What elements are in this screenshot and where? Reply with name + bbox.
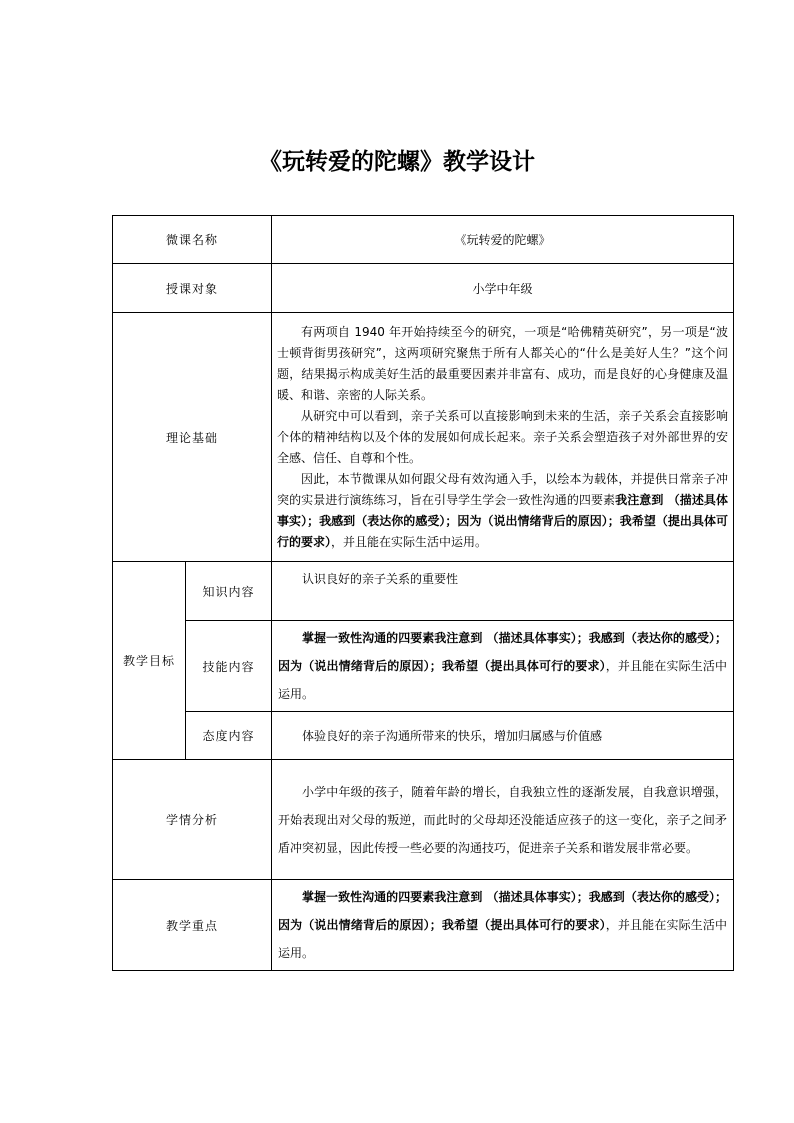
- lesson-design-table: [112, 215, 734, 971]
- theory-p3-tail: ，并且能在实际生活中运用。: [331, 534, 488, 549]
- knowledge-text: 认识良好的亲子关系的重要性: [302, 572, 459, 586]
- focus-bold: 掌握一致性沟通的四要素我注意到 （描述具体事实）；我感到（表达你的感受）；因为（说出情绪背后的原因）；我希望（提出具体可行的要求）: [278, 890, 728, 932]
- analysis-text: 小学中年级的孩子，随着年龄的增长，自我独立性的逐渐发展，自我意识增强，开始表现出对父母的叛逆，而此时的父母却还没能适应孩子的这一变化，亲子之间矛盾冲突初显，因此传授一些必要的沟通技巧，促进亲子关系和谐发展非常必要。: [278, 784, 728, 855]
- skill-text: [278, 624, 727, 708]
- table-row-analysis: [113, 760, 734, 880]
- theory-paragraph-2: 从研究中可以看到，亲子关系可以直接影响到未来的生活，亲子关系会直接影响个体的精神结构以及个体的发展如何成长起来。亲子关系会塑造孩子对外部世界的安全感、信任、自尊和个性。: [277, 408, 729, 465]
- table-row-course-name: [113, 216, 734, 264]
- attitude-content: [272, 712, 734, 760]
- theory-label: 理论基础: [113, 313, 272, 562]
- table-row-focus: [113, 880, 734, 971]
- attitude-label: 态度内容: [186, 712, 272, 760]
- knowledge-content: [272, 562, 734, 621]
- table-row-audience: [113, 264, 734, 313]
- focus-tail: ，并且能在实际生活中运用。: [278, 918, 727, 960]
- skill-content: [272, 621, 734, 712]
- knowledge-label: 知识内容: [186, 562, 272, 621]
- analysis-content: [272, 760, 734, 880]
- theory-p3-bold: 我注意到 （描述具体事实）；我感到（表达你的感受）；因为（说出情绪背后的原因）；我希望（提出具体可行的要求）: [277, 492, 729, 549]
- skill-bold: 掌握一致性沟通的四要素我注意到 （描述具体事实）；我感到（表达你的感受）；因为（说出情绪背后的原因）；我希望（提出具体可行的要求）: [278, 631, 728, 673]
- goals-label: 教学目标: [113, 562, 186, 760]
- analysis-label: 学情分析: [113, 760, 272, 880]
- table-row-goal-skill: [113, 621, 734, 712]
- focus-content: [272, 880, 734, 971]
- theory-paragraph-1: 有两项自 1940 年开始持续至今的研究，一项是“哈佛精英研究”，另一项是“波士顿背街男孩研究”，这两项研究聚焦于所有人都关心的“什么是美好人生？”这个问题，结果揭示构成美好生活的最重要因素并非富有、成功，而是良好的心身健康及温暖、和谐、亲密的人际关系。: [277, 324, 729, 402]
- theory-content: [272, 313, 734, 562]
- attitude-text: 体验良好的亲子沟通所带来的快乐，增加归属感与价值感: [302, 728, 603, 743]
- course-name-value: 《玩转爱的陀螺》: [272, 216, 734, 264]
- theory-paragraph-3: [277, 469, 728, 553]
- skill-tail: ，并且能在实际生活中运用。: [278, 659, 727, 701]
- focus-label: 教学重点: [113, 880, 272, 971]
- table-row-goal-knowledge: [113, 562, 734, 621]
- focus-text: [278, 883, 727, 967]
- page-title: 《玩转爱的陀螺》教学设计: [259, 148, 535, 175]
- audience-value: 小学中年级: [272, 264, 734, 313]
- course-name-label: 微课名称: [113, 216, 272, 264]
- skill-label: 技能内容: [186, 621, 272, 712]
- table-row-goal-attitude: [113, 712, 734, 760]
- theory-p3-lead: 因此，本节微课从如何跟父母有效沟通入手，以绘本为载体，并提供日常亲子冲突的实景进行演练练习，旨在引导学生学会一致性沟通的四要素: [277, 471, 729, 507]
- audience-label: 授课对象: [113, 264, 272, 313]
- table-row-theory: [113, 313, 734, 562]
